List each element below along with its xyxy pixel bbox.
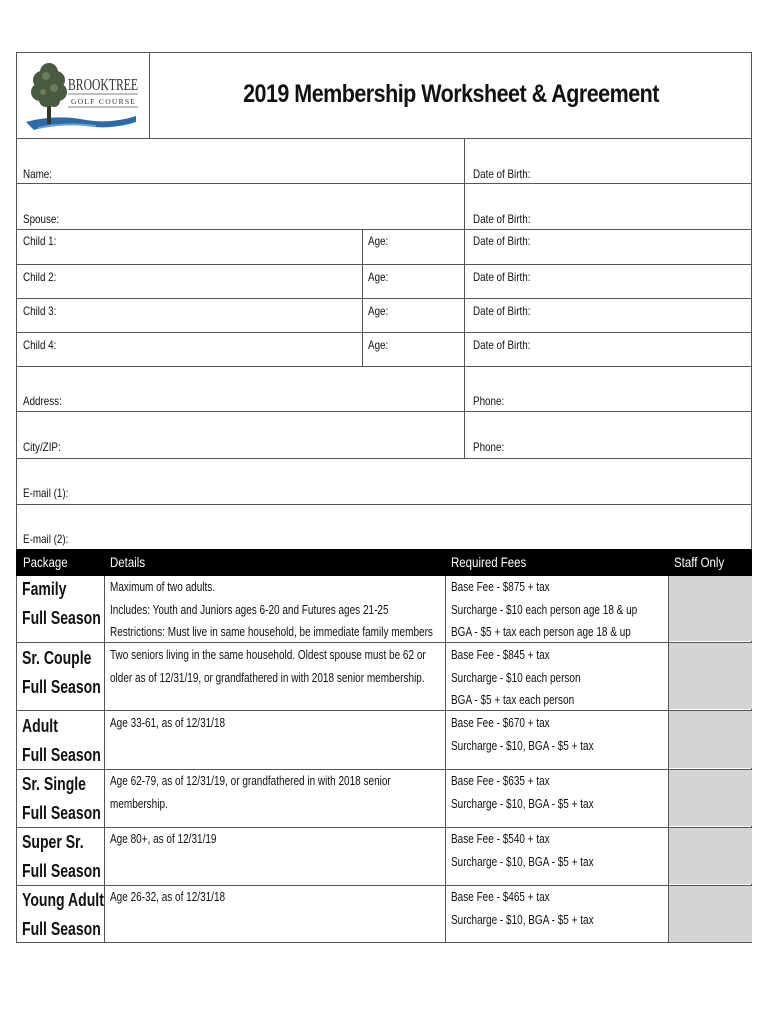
package-fees: Base Fee - $875 + tax Surcharge - $10 each person age 18 & up BGA - $5 + tax each person age 18 & up	[451, 580, 638, 639]
details-column-header: Details	[110, 554, 146, 570]
staff-only-cell[interactable]	[669, 576, 752, 641]
logo-sub: GOLF COURSE	[71, 97, 135, 106]
package-name: Super Sr.	[22, 832, 84, 852]
child-2-age-label[interactable]: Age:	[368, 270, 389, 284]
phone-label-1[interactable]: Phone:	[473, 394, 505, 408]
spouse-dob-label[interactable]: Date of Birth:	[473, 212, 531, 226]
dob-label[interactable]: Date of Birth:	[473, 167, 531, 181]
page-title: 2019 Membership Worksheet & Agreement	[243, 80, 659, 108]
cityzip-label[interactable]: City/ZIP:	[23, 440, 61, 454]
staff-only-cell[interactable]	[669, 886, 752, 942]
divider	[16, 332, 752, 333]
package-season: Full Season	[22, 608, 101, 628]
child-4-label[interactable]: Child 4:	[23, 338, 57, 352]
divider	[16, 458, 752, 459]
logo-name: BROOKTREE	[68, 75, 138, 94]
brooktree-logo	[16, 52, 150, 138]
package-season: Full Season	[22, 677, 101, 697]
child-3-label[interactable]: Child 3:	[23, 304, 57, 318]
divider	[464, 138, 465, 229]
package-details: Age 62-79, as of 12/31/19, or grandfathered in with 2018 senior membership.	[110, 774, 391, 811]
email-1-label[interactable]: E-mail (1):	[23, 486, 69, 500]
divider	[362, 229, 363, 366]
child-1-age-label[interactable]: Age:	[368, 234, 389, 248]
child-1-dob-label[interactable]: Date of Birth:	[473, 234, 531, 248]
child-2-dob-label[interactable]: Date of Birth:	[473, 270, 531, 284]
divider	[104, 576, 105, 943]
name-label[interactable]: Name:	[23, 167, 52, 181]
phone-label-2[interactable]: Phone:	[473, 440, 505, 454]
package-season: Full Season	[22, 745, 101, 765]
package-name: Adult	[22, 716, 58, 736]
email-2-label[interactable]: E-mail (2):	[23, 532, 69, 546]
package-fees: Base Fee - $845 + tax Surcharge - $10 each person BGA - $5 + tax each person	[451, 648, 581, 707]
package-fees: Base Fee - $465 + tax Surcharge - $10, BGA - $5 + tax	[451, 890, 594, 927]
package-season: Full Season	[22, 919, 101, 939]
package-name: Family	[22, 579, 67, 599]
address-label[interactable]: Address:	[23, 394, 62, 408]
divider	[16, 411, 752, 412]
child-4-age-label[interactable]: Age:	[368, 338, 389, 352]
package-details: Age 80+, as of 12/31/19	[110, 832, 217, 846]
package-details: Two seniors living in the same household. Oldest spouse must be 62 or older as of 12/31/19, or grandfathered in with 2018 senior membership.	[110, 648, 426, 685]
package-fees: Base Fee - $670 + tax Surcharge - $10, BGA - $5 + tax	[451, 716, 594, 753]
package-season: Full Season	[22, 861, 101, 881]
child-3-dob-label[interactable]: Date of Birth:	[473, 304, 531, 318]
divider	[16, 298, 752, 299]
divider	[16, 710, 752, 711]
divider	[445, 576, 446, 943]
spouse-label[interactable]: Spouse:	[23, 212, 60, 226]
staff-column-header: Staff Only	[674, 554, 725, 570]
divider	[16, 366, 752, 367]
divider	[16, 229, 752, 230]
child-3-age-label[interactable]: Age:	[368, 304, 389, 318]
package-details: Age 26-32, as of 12/31/18	[110, 890, 226, 904]
child-4-dob-label[interactable]: Date of Birth:	[473, 338, 531, 352]
divider	[16, 138, 752, 139]
divider	[464, 366, 465, 458]
divider	[16, 183, 752, 184]
package-table-header	[16, 549, 752, 576]
divider	[668, 576, 669, 943]
divider	[464, 229, 465, 366]
package-column-header: Package	[23, 554, 68, 570]
package-details: Maximum of two adults. Includes: Youth and Juniors ages 6-20 and Futures ages 21-25 Restrictions: Must live in same household, be immediate family members	[110, 580, 433, 639]
package-fees: Base Fee - $540 + tax Surcharge - $10, BGA - $5 + tax	[451, 832, 594, 869]
package-name: Young Adult	[22, 890, 104, 910]
child-2-label[interactable]: Child 2:	[23, 270, 57, 284]
package-name: Sr. Couple	[22, 648, 92, 668]
staff-only-cell[interactable]	[669, 711, 752, 768]
divider	[16, 504, 752, 505]
fees-column-header: Required Fees	[451, 554, 527, 570]
package-season: Full Season	[22, 803, 101, 823]
staff-only-cell[interactable]	[669, 643, 752, 709]
package-fees: Base Fee - $635 + tax Surcharge - $10, BGA - $5 + tax	[451, 774, 594, 811]
child-1-label[interactable]: Child 1:	[23, 234, 57, 248]
divider	[16, 264, 752, 265]
staff-only-cell[interactable]	[669, 770, 752, 826]
package-details: Age 33-61, as of 12/31/18	[110, 716, 226, 730]
logo-box	[16, 52, 150, 138]
staff-only-cell[interactable]	[669, 828, 752, 884]
package-name: Sr. Single	[22, 774, 86, 794]
